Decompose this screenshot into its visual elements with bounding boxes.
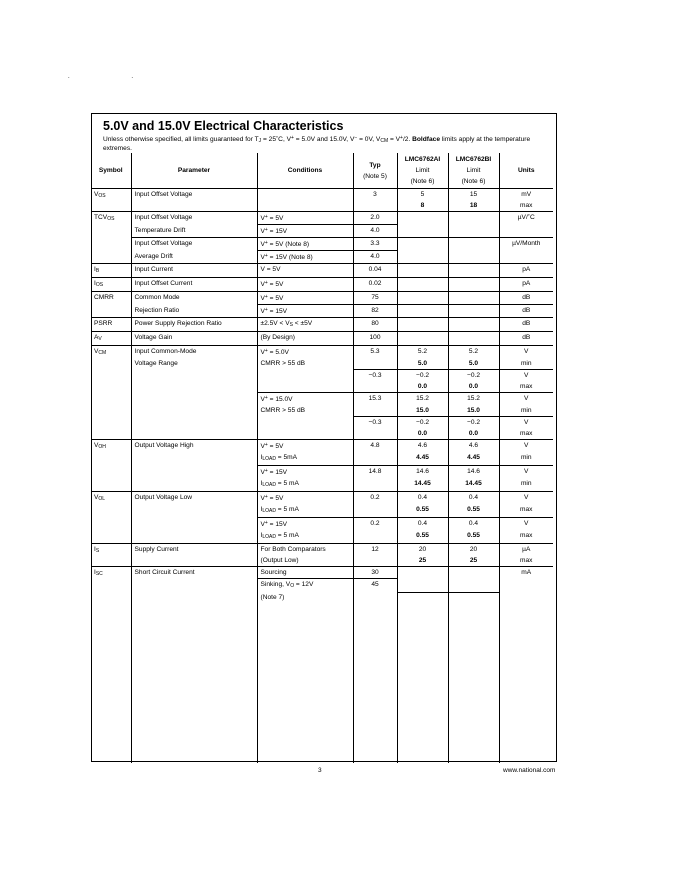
symbol-cell: $I_{SC}$ [94, 569, 103, 577]
conditions-cell: V = 5V [257, 264, 353, 278]
ai-limit-cell [397, 238, 448, 264]
table-filler [91, 603, 553, 763]
conditions-cell: $I_{LOAD} = 5$ mA [257, 504, 353, 518]
typ-cell: 2.0 [353, 212, 397, 225]
corner-dots: . . [68, 74, 164, 80]
units-cell: min [499, 358, 553, 370]
bi-limit-cell: 0.0 [448, 381, 499, 393]
ai-limit-cell: 5.0 [397, 358, 448, 370]
ai-limit-cell [397, 318, 448, 332]
symbol-cell: $V_{OL}$ [91, 492, 131, 544]
table-row [91, 238, 553, 251]
typ-cell: 100 [353, 332, 397, 346]
parameter-cell: Short Circuit Current [131, 567, 257, 604]
units-cell: V [499, 440, 553, 453]
ai-limit-cell: −0.2 [397, 370, 448, 382]
bi-limit-cell: 0.4 [448, 518, 499, 531]
units-cell: max [499, 555, 553, 567]
header-conditions: Conditions [257, 153, 353, 189]
units-cell: V [499, 417, 553, 429]
ai-limit-cell: 20 [397, 544, 448, 556]
units-cell: mA [499, 567, 553, 604]
conditions-cell: V+ = 15.0V [257, 393, 353, 406]
conditions-cell: (Note 7) [257, 592, 353, 603]
conditions-cell: V+ = 5V [257, 212, 353, 225]
conditions-cell: V+ = 5.0V [257, 346, 353, 359]
ai-limit-cell [397, 332, 448, 346]
bi-limit-cell: 0.0 [448, 428, 499, 440]
ai-limit-cell [397, 305, 448, 318]
ai-limit-cell: 5.2 [397, 346, 448, 359]
page-number: 3 [318, 767, 322, 774]
bi-limit-cell: −0.2 [448, 417, 499, 429]
conditions-cell [257, 417, 353, 429]
parameter-cell: Output Voltage Low [131, 492, 257, 544]
conditions-cell: (By Design) [257, 332, 353, 346]
bi-limit-cell: 5.0 [448, 358, 499, 370]
ai-limit-cell: 0.0 [397, 381, 448, 393]
conditions-cell: V+ = 15V [257, 225, 353, 238]
units-cell: µA [499, 544, 553, 556]
typ-cell: 80 [353, 318, 397, 332]
bi-limit-cell [448, 318, 499, 332]
units-cell: min [499, 405, 553, 417]
bi-limit-cell: 5.2 [448, 346, 499, 359]
table-row [91, 440, 553, 453]
bi-limit-cell [448, 305, 499, 318]
conditions-cell: $\pm 2.5V < V_S < \pm 5V$ [257, 318, 353, 332]
header-parameter: Parameter [131, 153, 257, 189]
bi-limit-cell: 14.6 [448, 466, 499, 479]
header-units: Units [499, 153, 553, 189]
parameter-cell: Input Current [131, 264, 257, 278]
ai-limit-cell: 15.2 [397, 393, 448, 406]
conditions-cell: V+ = 5V (Note 8) [257, 238, 353, 251]
parameter-cell [131, 393, 257, 406]
table-row [91, 292, 553, 305]
units-cell: dB [499, 305, 553, 318]
ai-limit-cell: 25 [397, 555, 448, 567]
parameter-cell: Input Offset Voltage [131, 238, 257, 251]
units-cell: dB [499, 292, 553, 305]
ai-limit-cell: 8 [397, 200, 448, 212]
conditions-cell: V+ = 5V [257, 492, 353, 505]
units-cell: µV/˚C [499, 212, 553, 238]
ai-limit-cell: 4.6 [397, 440, 448, 453]
typ-cell: 82 [353, 305, 397, 318]
symbol-cell: $V_{OS}$ [91, 189, 131, 212]
bi-limit-cell: 4.6 [448, 440, 499, 453]
parameter-cell [131, 428, 257, 440]
units-cell: min [499, 452, 553, 466]
ai-limit-cell [397, 567, 448, 604]
parameter-cell [131, 417, 257, 429]
bi-limit-cell: 0.4 [448, 492, 499, 505]
units-cell: min [499, 478, 553, 492]
conditions-cell: V+ = 5V [257, 440, 353, 453]
units-cell: max [499, 530, 553, 544]
bi-limit-cell: 0.55 [448, 530, 499, 544]
typ-cell: 4.8 [353, 440, 397, 466]
typ-cell: −0.3 [353, 417, 397, 440]
conditions-cell: V+ = 15V [257, 466, 353, 479]
ai-limit-cell: 0.55 [397, 530, 448, 544]
parameter-cell: Supply Current [131, 544, 257, 567]
typ-cell: 14.8 [353, 466, 397, 492]
bi-limit-cell [448, 238, 499, 264]
units-cell: mV [499, 189, 553, 201]
symbol-cell: PSRR [91, 318, 131, 332]
conditions-cell [257, 189, 353, 212]
parameter-cell: Temperature Drift [131, 225, 257, 238]
conditions-cell: $I_{LOAD} = 5$ mA [257, 530, 353, 544]
units-cell: max [499, 428, 553, 440]
units-cell: max [499, 200, 553, 212]
bi-limit-cell: 25 [448, 555, 499, 567]
table-row [91, 381, 553, 393]
typ-cell: 12 [353, 544, 397, 567]
typ-cell: 3 [353, 189, 397, 212]
bi-limit-cell: 0.55 [448, 504, 499, 518]
conditions-cell: CMRR > 55 dB [257, 358, 353, 370]
conditions-cell: V+ = 15V [257, 518, 353, 531]
table-row [91, 318, 553, 332]
conditions-cell: V+ = 15V [257, 305, 353, 318]
footer-url: www.national.com [503, 767, 556, 774]
ai-limit-cell: 0.0 [397, 428, 448, 440]
header-symbol: Symbol [91, 153, 131, 189]
bi-limit-cell [448, 278, 499, 292]
parameter-cell [131, 405, 257, 417]
conditions-cell: For Both Comparators [257, 544, 353, 556]
ai-limit-cell: 0.4 [397, 492, 448, 505]
units-cell: max [499, 504, 553, 518]
units-cell: dB [499, 318, 553, 332]
bi-limit-cell [448, 567, 499, 604]
table-row [91, 393, 553, 406]
characteristics-panel [91, 113, 557, 762]
table-header [91, 153, 553, 189]
table-row [91, 370, 553, 382]
symbol-cell: $V_{CM}$ [91, 346, 131, 440]
symbol-cell: $TCV_{OS}$ [91, 212, 131, 264]
table-row [91, 212, 553, 225]
ai-limit-cell: 0.4 [397, 518, 448, 531]
units-cell: V [499, 346, 553, 359]
ai-limit-cell: −0.2 [397, 417, 448, 429]
units-cell: V [499, 370, 553, 382]
units-cell: V [499, 466, 553, 479]
parameter-cell: Input Offset Voltage [131, 189, 257, 212]
conditions-cell: $I_{LOAD} = 5$ mA [257, 478, 353, 492]
table-row [91, 544, 553, 556]
electrical-characteristics-table [91, 153, 553, 763]
conditions-cell [257, 428, 353, 440]
table-row [91, 305, 553, 318]
typ-cell: −0.3 [353, 370, 397, 393]
ai-limit-cell [397, 264, 448, 278]
typ-cell: 0.2 [353, 518, 397, 544]
ai-limit-cell [397, 212, 448, 238]
bi-limit-cell [448, 332, 499, 346]
ai-limit-cell: 14.6 [397, 466, 448, 479]
table-row [91, 332, 553, 346]
ai-limit-cell: 14.45 [397, 478, 448, 492]
bi-limit-cell: 15.2 [448, 393, 499, 406]
units-cell: dB [499, 332, 553, 346]
bi-limit-cell: 15 [448, 189, 499, 201]
bi-limit-cell: 15.0 [448, 405, 499, 417]
typ-cell: 30 [353, 567, 397, 579]
typ-cell: 75 [353, 292, 397, 305]
typ-cell: 45 [353, 579, 397, 604]
bi-limit-cell: −0.2 [448, 370, 499, 382]
bi-limit-cell: 20 [448, 544, 499, 556]
parameter-cell: Voltage Gain [131, 332, 257, 346]
symbol-cell: $I_B$ [91, 264, 131, 278]
units-cell: µV/Month [499, 238, 553, 264]
header-ai-limit: LMC6762AI Limit (Note 6) [397, 153, 448, 189]
intro-text: Unless otherwise specified, all limits guaranteed for $T_J$ = 25˚C, V+ = 5.0V and 15.0V, V− = 0V, $V_{CM} = V^+/2$. Boldface limits apply at the temperature extremes. [103, 135, 531, 153]
parameter-cell: Common Mode [131, 292, 257, 305]
table-row [91, 189, 553, 201]
typ-cell: 0.2 [353, 492, 397, 518]
conditions-cell: Sourcing [257, 567, 353, 579]
symbol-cell: $I_{OS}$ [91, 278, 131, 292]
units-cell: V [499, 393, 553, 406]
conditions-cell: (Output Low) [257, 555, 353, 567]
bi-limit-cell [448, 264, 499, 278]
typ-cell: 0.02 [353, 278, 397, 292]
conditions-cell: V+ = 5V [257, 292, 353, 305]
parameter-cell: Output Voltage High [131, 440, 257, 492]
typ-cell: 15.3 [353, 393, 397, 417]
header-typ: Typ (Note 5) [353, 153, 397, 189]
table-row [91, 264, 553, 278]
ai-limit-cell: 0.55 [397, 504, 448, 518]
conditions-cell: $I_{LOAD} = 5mA$ [257, 452, 353, 466]
conditions-cell [257, 381, 353, 393]
units-cell: pA [499, 264, 553, 278]
typ-cell: 5.3 [353, 346, 397, 370]
conditions-cell: CMRR > 55 dB [257, 405, 353, 417]
header-bi-limit: LMC6762BI Limit (Note 6) [448, 153, 499, 189]
table-row [91, 428, 553, 440]
table-row [91, 358, 553, 370]
table-row [91, 492, 553, 505]
parameter-cell [131, 370, 257, 382]
symbol-cell: CMRR [91, 292, 131, 318]
ai-limit-cell [397, 278, 448, 292]
bi-limit-cell: 4.45 [448, 452, 499, 466]
parameter-cell: Voltage Range [131, 358, 257, 370]
table-row [91, 417, 553, 429]
ai-limit-cell: 5 [397, 189, 448, 201]
units-cell: max [499, 381, 553, 393]
symbol-cell: $V_{OH}$ [91, 440, 131, 492]
ai-limit-cell [397, 292, 448, 305]
typ-cell: 3.3 [353, 238, 397, 251]
typ-cell: 0.04 [353, 264, 397, 278]
table-row [91, 278, 553, 292]
parameter-cell: Rejection Ratio [131, 305, 257, 318]
symbol-cell: $A_V$ [91, 332, 131, 346]
conditions-cell [257, 370, 353, 382]
table-row [91, 567, 553, 579]
conditions-cell: Sinking, $V_O = 12V$ [257, 579, 353, 593]
ai-limit-cell: 15.0 [397, 405, 448, 417]
symbol-cell: $I_S$ [91, 544, 131, 567]
conditions-cell: V+ = 5V [257, 278, 353, 292]
table-row [91, 346, 553, 359]
table-row [91, 405, 553, 417]
ai-limit-cell: 4.45 [397, 452, 448, 466]
parameter-cell: Input Offset Voltage [131, 212, 257, 225]
parameter-cell: Power Supply Rejection Ratio [131, 318, 257, 332]
bi-limit-cell: 18 [448, 200, 499, 212]
typ-cell: 4.0 [353, 251, 397, 264]
bi-limit-cell [448, 212, 499, 238]
bi-limit-cell: 14.45 [448, 478, 499, 492]
typ-cell: 4.0 [353, 225, 397, 238]
conditions-cell: V+ = 15V (Note 8) [257, 251, 353, 264]
section-title: 5.0V and 15.0V Electrical Characteristics [103, 119, 344, 133]
bi-limit-cell [448, 292, 499, 305]
parameter-cell: Input Common-Mode [131, 346, 257, 359]
units-cell: V [499, 492, 553, 505]
units-cell: pA [499, 278, 553, 292]
parameter-cell [131, 381, 257, 393]
parameter-cell: Average Drift [131, 251, 257, 264]
parameter-cell: Input Offset Current [131, 278, 257, 292]
units-cell: V [499, 518, 553, 531]
